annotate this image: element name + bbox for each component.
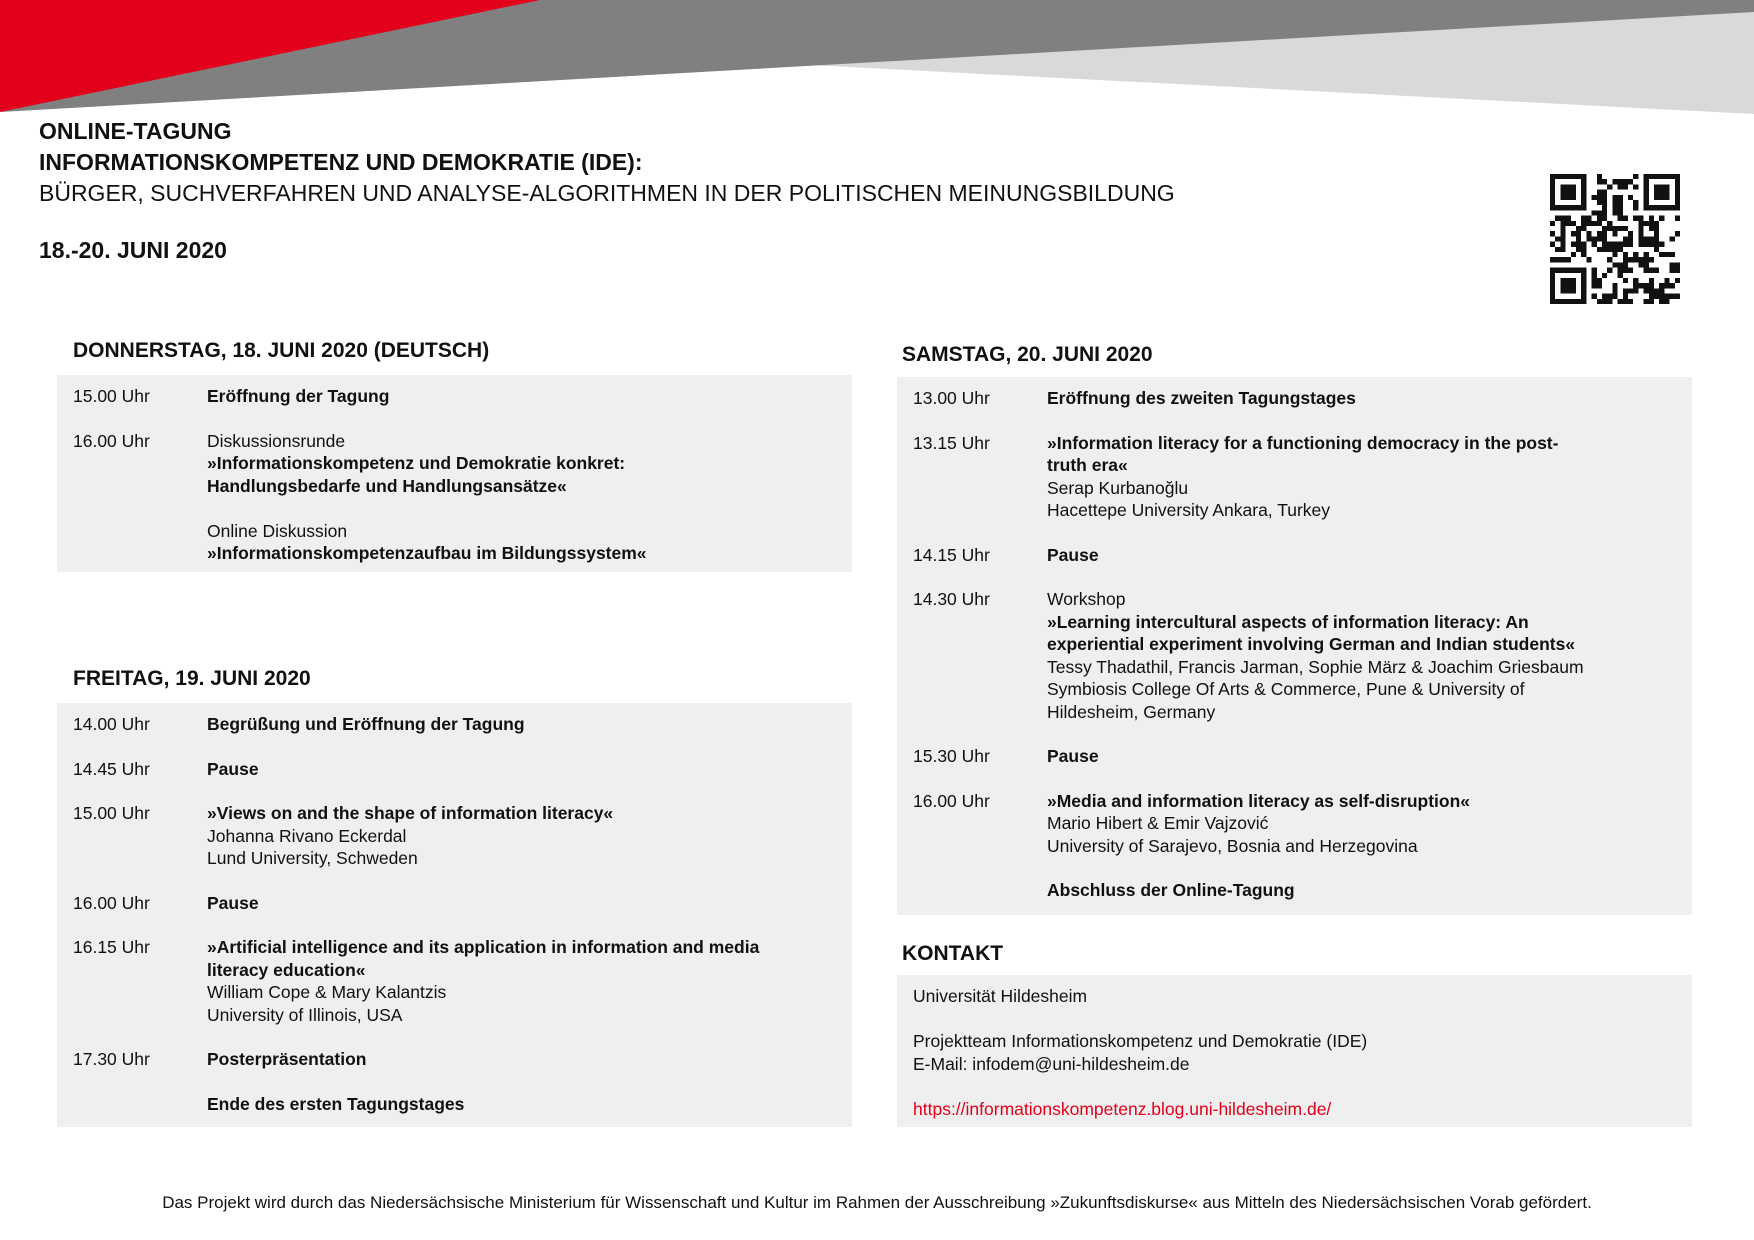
session-title: Ende des ersten Tagungstages: [207, 1093, 465, 1114]
contact-title: KONTAKT: [902, 942, 1004, 965]
session-detail: University of Sarajevo, Bosnia and Herzegovina: [1047, 835, 1418, 856]
session-title: Pause: [207, 892, 259, 913]
session-detail: Johanna Rivano Eckerdal: [207, 825, 407, 846]
schedule-time: 16.00 Uhr: [73, 430, 150, 451]
session-title: literacy education«: [207, 959, 366, 980]
funding-footer: Das Projekt wird durch das Niedersächsische Ministerium für Wissenschaft und Kultur im Rahmen der Ausschreibung »Zukunftsdiskurse« aus Mitteln des Niedersächsischen Vorab gefördert.: [162, 1193, 1592, 1212]
schedule-content: [207, 936, 852, 1026]
session-detail: Serap Kurbanoğlu: [1047, 477, 1189, 498]
schedule-content: [207, 713, 852, 736]
session-title: »Learning intercultural aspects of information literacy: An: [1047, 611, 1529, 632]
friday-schedule: [57, 703, 852, 1127]
schedule-time: 14.00 Uhr: [73, 714, 150, 734]
session-title: Eröffnung des zweiten Tagungstages: [1047, 388, 1356, 408]
session-title: Pause: [1047, 746, 1099, 766]
schedule-content: [207, 802, 852, 870]
qr-code-icon[interactable]: [1549, 174, 1681, 304]
spacer: [207, 497, 838, 520]
schedule-row: [897, 387, 1692, 410]
schedule-row: [897, 432, 1692, 522]
contact-box: [897, 975, 1692, 1127]
session-title: experiential experiment involving German and Indian students«: [1047, 634, 1576, 654]
contact-team: Projektteam Informationskompetenz und Demokratie (IDE): [913, 1031, 1368, 1051]
schedule-time: 15.00 Uhr: [73, 386, 150, 406]
schedule-row: [57, 385, 852, 408]
schedule-time: 13.00 Uhr: [913, 388, 990, 408]
contact-url-link[interactable]: https://informationskompetenz.blog.uni-hildesheim.de/: [913, 1098, 1332, 1119]
session-title: »Media and information literacy as self-disruption«: [1047, 790, 1471, 811]
schedule-content: [207, 385, 852, 408]
session-detail: Workshop: [1047, 589, 1126, 609]
schedule-row: [57, 430, 852, 565]
session-title: Pause: [1047, 544, 1099, 565]
schedule-row: [897, 588, 1692, 723]
session-title: »Artificial intelligence and its application in information and media: [207, 937, 760, 957]
schedule-time: 14.45 Uhr: [73, 758, 150, 779]
header-line-1: ONLINE-TAGUNG: [39, 118, 232, 144]
schedule-time: 16.15 Uhr: [73, 937, 150, 957]
schedule-time: 16.00 Uhr: [913, 790, 990, 811]
thursday-schedule: [57, 375, 852, 572]
schedule-row: [57, 713, 852, 736]
schedule-content: [1047, 432, 1692, 522]
session-title: »Information literacy for a functioning democracy in the post-: [1047, 432, 1559, 453]
schedule-row: [897, 745, 1692, 768]
session-title: Posterpräsentation: [207, 1049, 367, 1069]
schedule-time: 15.00 Uhr: [73, 803, 150, 823]
schedule-row: [897, 790, 1692, 858]
schedule-time: 17.30 Uhr: [73, 1049, 150, 1069]
saturday-schedule: [897, 377, 1692, 915]
session-title: Eröffnung der Tagung: [207, 386, 390, 406]
header-line-2: INFORMATIONSKOMPETENZ UND DEMOKRATIE (IDE):: [39, 149, 643, 175]
schedule-time: 14.15 Uhr: [913, 544, 990, 565]
schedule-content: [207, 1048, 852, 1071]
contact-org: Universität Hildesheim: [913, 986, 1088, 1006]
schedule-time: 16.00 Uhr: [73, 892, 150, 913]
session-detail: Online Diskussion: [207, 520, 348, 541]
session-title: »Informationskompetenzaufbau im Bildungssystem«: [207, 543, 647, 563]
session-title: Abschluss der Online-Tagung: [1047, 880, 1295, 900]
page-header: [39, 116, 1339, 264]
session-title: Pause: [207, 758, 259, 779]
schedule-content: [207, 892, 852, 915]
schedule-time: [57, 1093, 207, 1116]
header-line-3: BÜRGER, SUCHVERFAHREN UND ANALYSE-ALGORITHMEN IN DER POLITISCHEN MEINUNGSBILDUNG: [39, 180, 1175, 206]
session-detail: Hacettepe University Ankara, Turkey: [1047, 500, 1331, 520]
schedule-content: [1047, 879, 1692, 902]
schedule-row: [57, 936, 852, 1026]
schedule-row: [897, 544, 1692, 567]
schedule-row: [57, 1048, 852, 1071]
event-date: 18.-20. JUNI 2020: [39, 237, 227, 263]
schedule-content: [1047, 588, 1692, 723]
session-detail: Hildesheim, Germany: [1047, 701, 1216, 722]
session-title: »Views on and the shape of information literacy«: [207, 803, 614, 823]
saturday-title: SAMSTAG, 20. JUNI 2020: [902, 343, 1153, 366]
schedule-time: [897, 879, 1047, 902]
schedule-time: 13.15 Uhr: [913, 432, 990, 453]
schedule-row: [57, 758, 852, 781]
session-detail: Diskussionsrunde: [207, 430, 346, 451]
schedule-content: [1047, 544, 1692, 567]
schedule-row: [57, 892, 852, 915]
contact-email[interactable]: E-Mail: infodem@uni-hildesheim.de: [913, 1053, 1190, 1074]
schedule-time: 15.30 Uhr: [913, 746, 990, 766]
header-banner: [0, 0, 1754, 120]
schedule-content: [207, 1093, 852, 1116]
session-detail: Symbiosis College Of Arts & Commerce, Pune & University of: [1047, 679, 1525, 699]
schedule-row: [57, 802, 852, 870]
schedule-content: [1047, 387, 1692, 410]
schedule-row: [57, 1093, 852, 1116]
schedule-content: [1047, 745, 1692, 768]
session-detail: William Cope & Mary Kalantzis: [207, 982, 447, 1002]
session-title: truth era«: [1047, 455, 1128, 475]
schedule-content: [1047, 790, 1692, 858]
session-title: Handlungsbedarfe und Handlungsansätze«: [207, 475, 567, 496]
session-detail: Tessy Thadathil, Francis Jarman, Sophie März & Joachim Griesbaum: [1047, 656, 1584, 677]
thursday-title: DONNERSTAG, 18. JUNI 2020 (DEUTSCH): [73, 339, 490, 362]
session-detail: Lund University, Schweden: [207, 848, 418, 868]
session-title: Begrüßung und Eröffnung der Tagung: [207, 714, 525, 734]
schedule-row: [897, 879, 1692, 902]
friday-title: FREITAG, 19. JUNI 2020: [73, 667, 311, 690]
session-detail: Mario Hibert & Emir Vajzović: [1047, 813, 1269, 833]
session-title: »Informationskompetenz und Demokratie konkret:: [207, 453, 626, 473]
schedule-content: [207, 758, 852, 781]
session-detail: University of Illinois, USA: [207, 1004, 403, 1025]
schedule-time: 14.30 Uhr: [913, 589, 990, 609]
schedule-content: [207, 430, 852, 565]
